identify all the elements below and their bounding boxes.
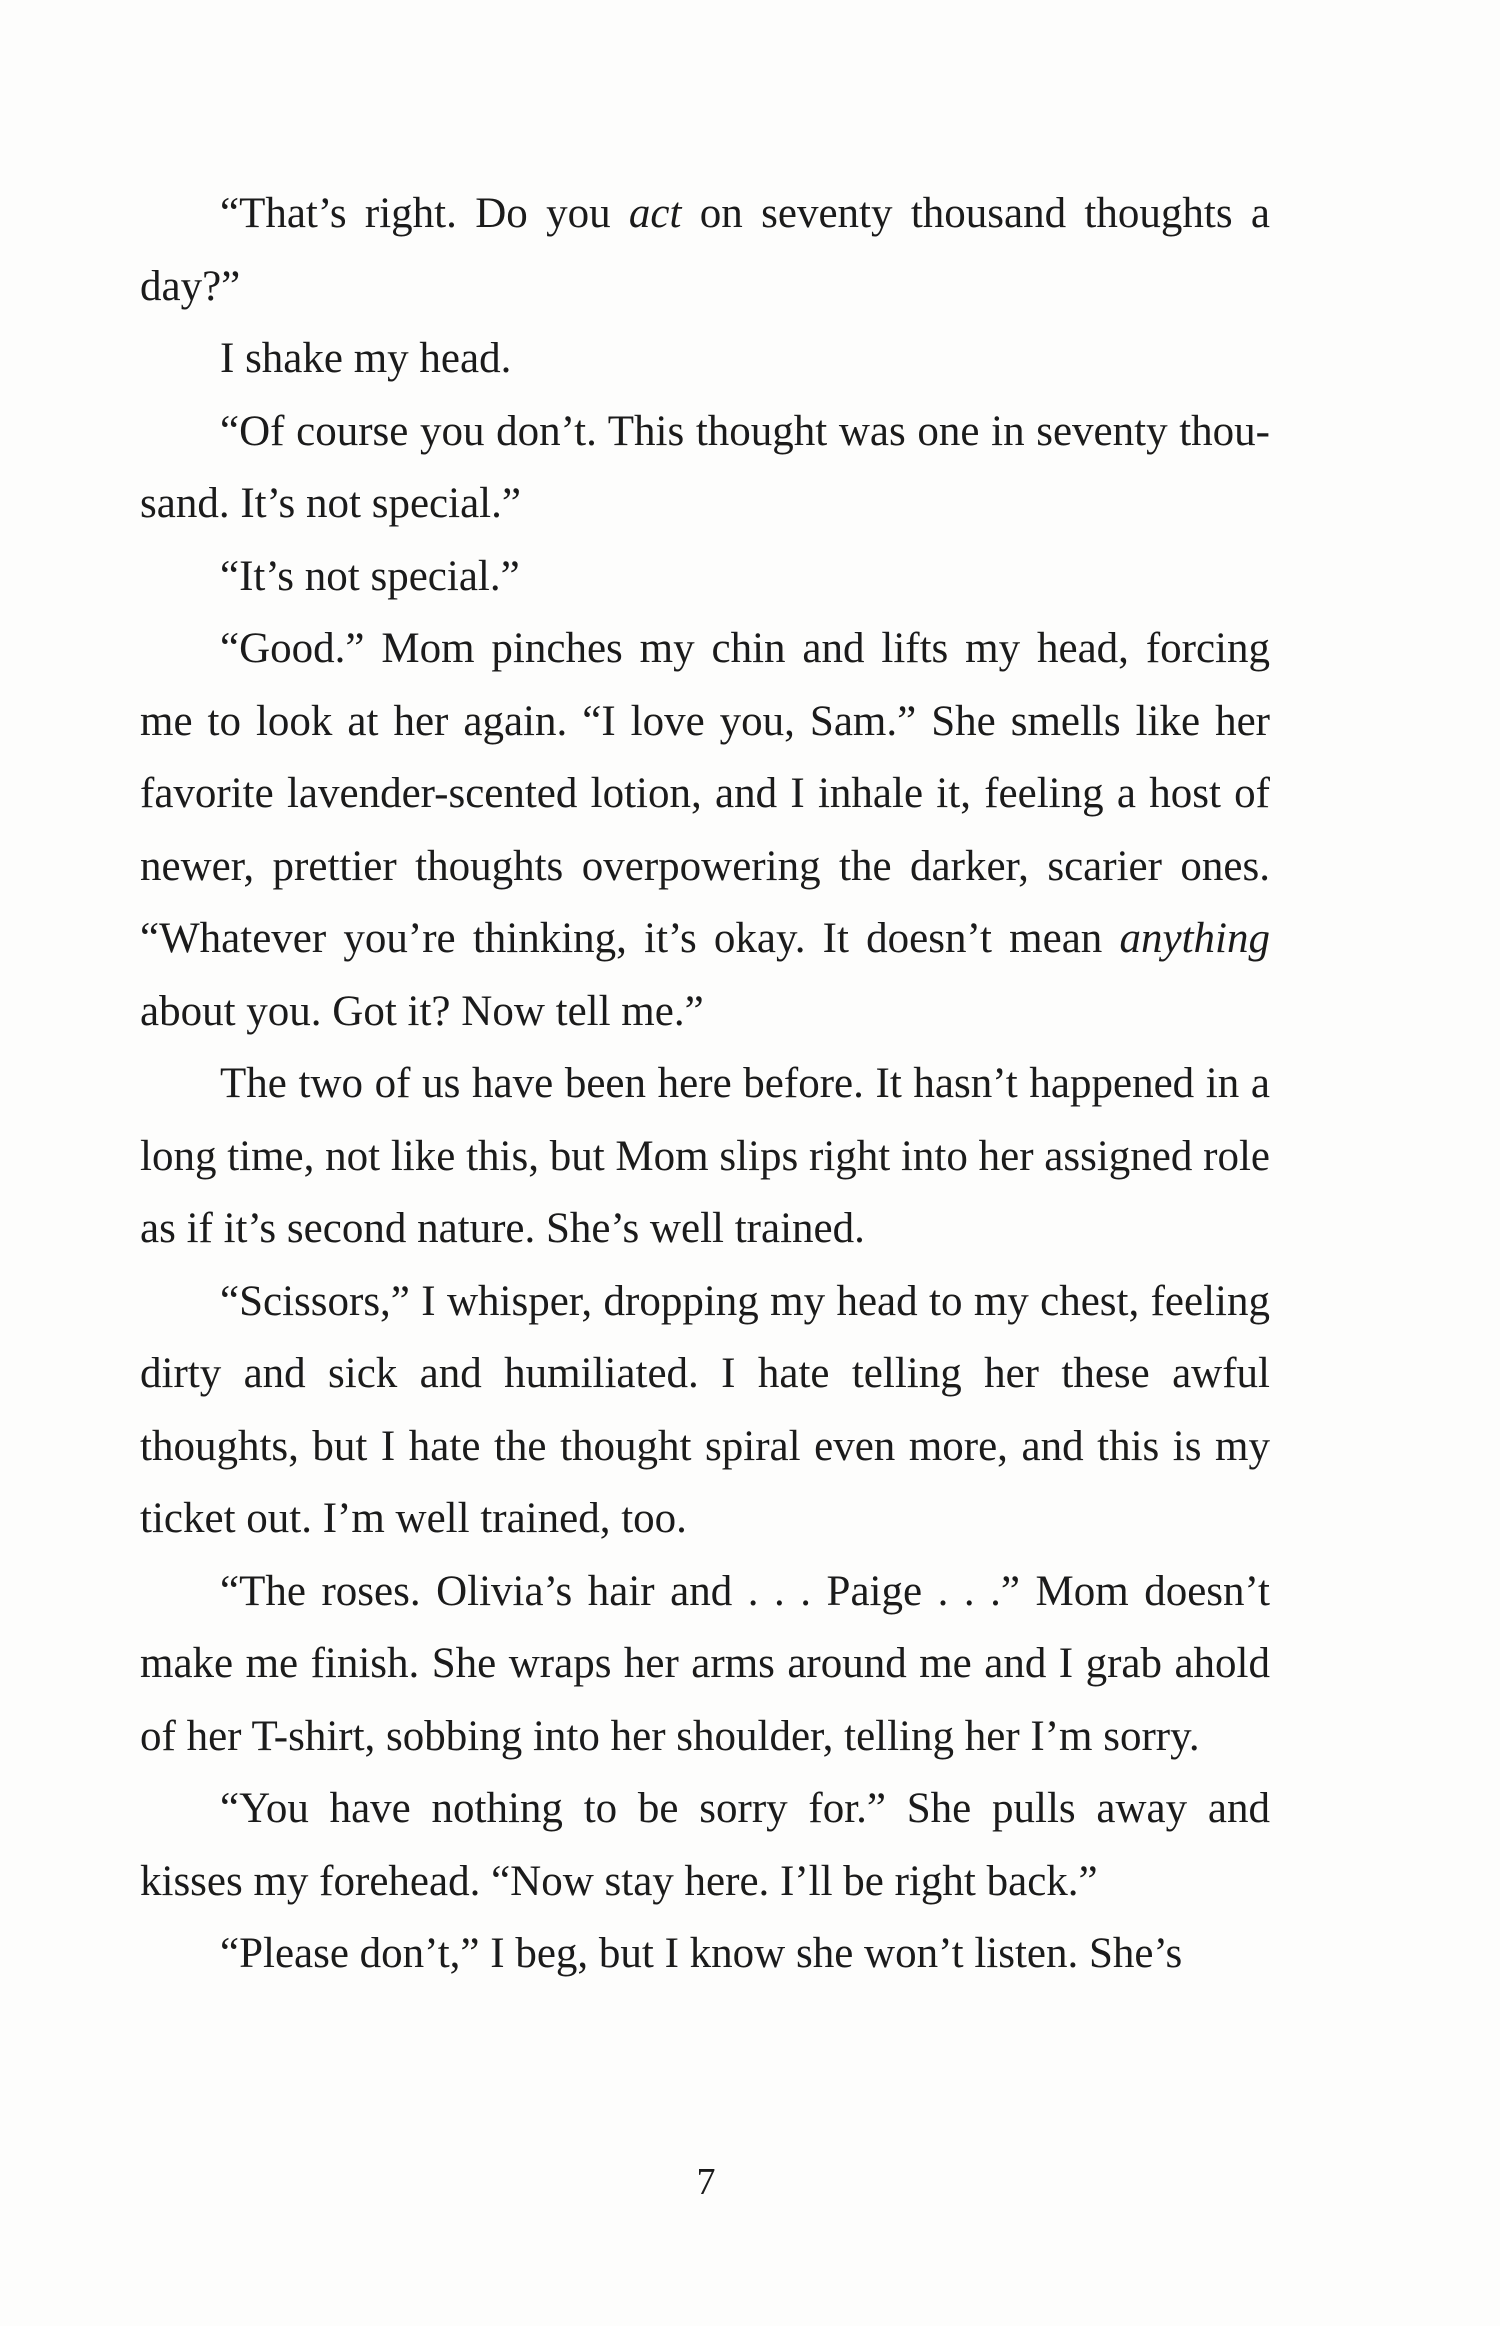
- text-segment: The two of us have been here before. It hasn’t happened in a long time, not like this, but Mom slips right into her assigned role as if it’s second nature. She’s well trained.: [140, 1060, 1270, 1252]
- paragraph: [140, 541, 1270, 614]
- text-segment: “Of course you don’t. This thought was one in seventy thousand. It’s not special.”: [140, 407, 1270, 527]
- paragraph: [140, 1048, 1270, 1266]
- text-segment: “Please don’t,” I beg, but I know she won’t listen. She’s: [220, 1930, 1183, 1977]
- paragraph: [140, 1918, 1270, 1991]
- body-text: [140, 178, 1270, 1991]
- italic-text: anything: [1119, 915, 1270, 962]
- paragraph: [140, 1773, 1270, 1918]
- text-segment: “You have nothing to be sorry for.” She pulls away and kisses my forehead. “Now stay here. I’ll be right back.”: [140, 1785, 1270, 1905]
- text-segment: “It’s not special.”: [220, 552, 520, 600]
- text-segment: I shake my head.: [220, 335, 512, 382]
- text-segment: “That’s right. Do you: [220, 190, 629, 237]
- text-segment: “Scissors,” I whisper, dropping my head to my chest, feeling dirty and sick and humiliated. I hate telling her these awful thoughts, but I hate the thought spiral even more, and this is my ticket out. I’m well trained, too.: [140, 1277, 1270, 1542]
- paragraph: [140, 1556, 1270, 1774]
- paragraph: [140, 396, 1270, 541]
- text-segment: on seventy thousand thoughts a day?”: [140, 190, 1270, 310]
- page-number: 7: [696, 2161, 716, 2203]
- text-segment: “Good.” Mom pinches my chin and lifts my head, forcing me to look at her again. “I love you, Sam.” She smells like her favorite lavender-scented lotion, and I inhale it, feeling a host of newer, prettier thoughts overpowering the darker, scarier ones. “Whatever you’re thinking, it’s okay. It doesn’t mean: [140, 625, 1270, 962]
- text-segment: about you. Got it? Now tell me.”: [140, 987, 704, 1035]
- paragraph: [140, 1266, 1270, 1556]
- paragraph: [140, 613, 1270, 1048]
- paragraph: [140, 178, 1270, 323]
- paragraph: [140, 323, 1270, 396]
- italic-text: act: [628, 190, 682, 237]
- text-segment: “The roses. Olivia’s hair and . . . Paige . . .” Mom doesn’t make me finish. She wraps her arms around me and I grab ahold of her T-shirt, sobbing into her shoulder, telling her I’m sorry.: [140, 1567, 1270, 1760]
